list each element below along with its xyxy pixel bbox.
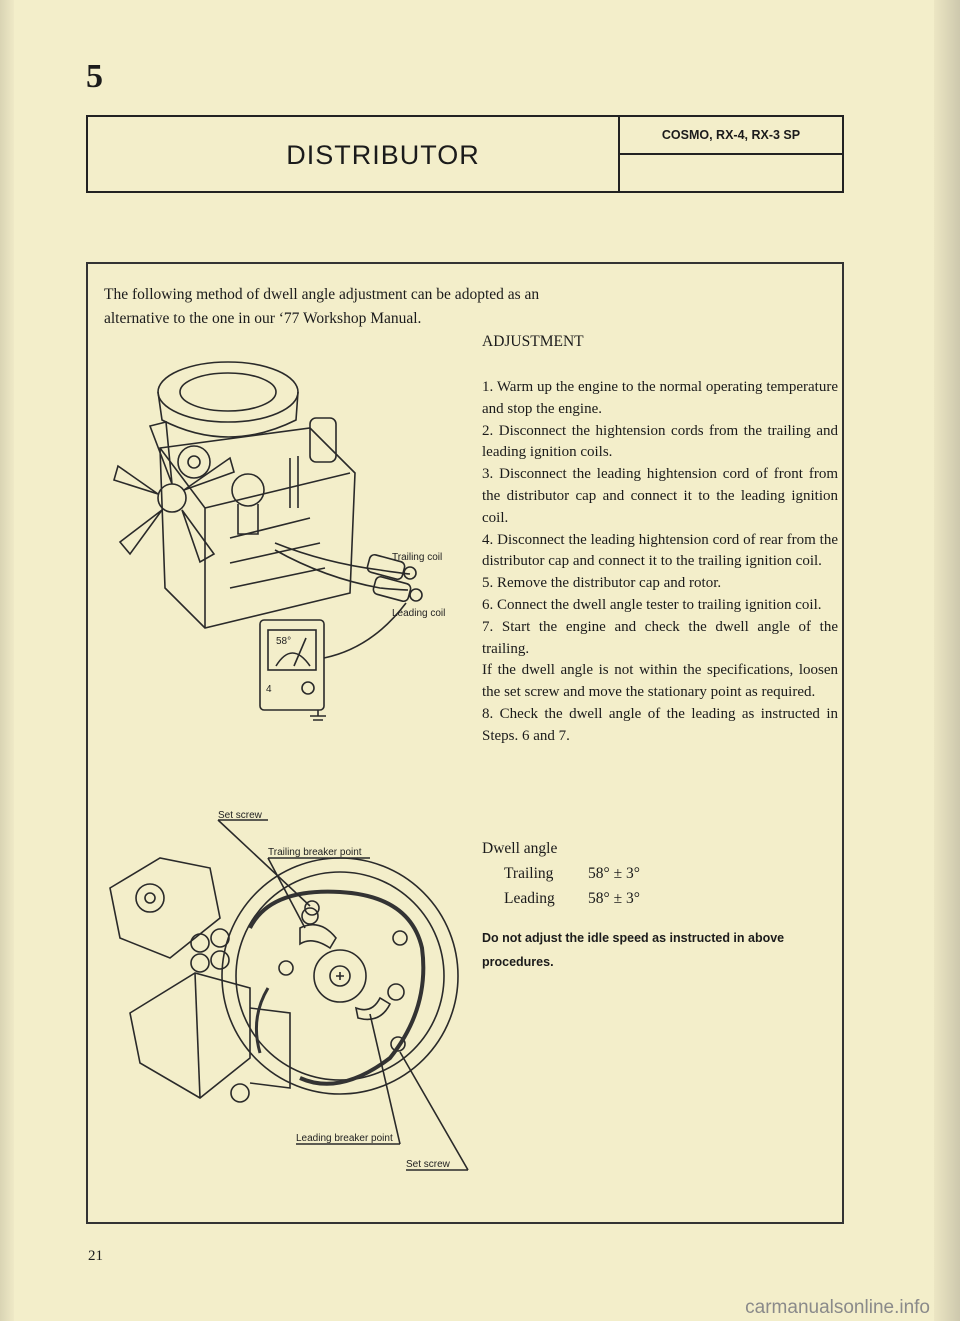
- chapter-number: 5: [86, 58, 103, 95]
- page-edge-shadow: [934, 0, 960, 1321]
- adjustment-steps: [482, 377, 838, 748]
- step-7: 7. Start the engine and check the dwell angle of the trailing.: [482, 618, 838, 657]
- trailing-breaker-label: Trailing breaker point: [268, 847, 362, 858]
- dwell-meter-illustration: [260, 620, 326, 720]
- model-applicability: COSMO, RX-4, RX-3 SP: [620, 117, 842, 155]
- dwell-leading-row: [482, 886, 640, 911]
- warning-note: Do not adjust the idle speed as instructed in above procedures.: [482, 931, 785, 969]
- leading-coil-label: Leading coil: [392, 608, 446, 619]
- step-7-note: If the dwell angle is not within the specifications, loosen the set screw and move the stationary point as required.: [482, 662, 838, 701]
- step-3: 3. Disconnect the leading hightension cord of front from the distributor cap and connect it to the leading ignition coil.: [482, 466, 838, 526]
- adjustment-heading: ADJUSTMENT: [482, 333, 584, 350]
- dwell-leading-value: 58° ± 3°: [588, 890, 640, 907]
- leading-breaker-label: Leading breaker point: [296, 1133, 393, 1144]
- intro-paragraph: The following method of dwell angle adjustment can be adopted as an alternative to the one in our ‘77 Workshop Manual.: [104, 286, 540, 327]
- distributor-illustration: [232, 474, 264, 506]
- dwell-trailing-row: [482, 861, 640, 886]
- vacuum-unit-upper-illustration: [110, 858, 229, 972]
- step-5: 5. Remove the distributor cap and rotor.: [482, 575, 722, 592]
- page-binding-shadow: [0, 0, 14, 1321]
- step-4: 4. Disconnect the leading hightension cord of rear from the distributor cap and connect it to the trailing ignition coil.: [482, 531, 838, 570]
- page-number: 21: [88, 1248, 103, 1264]
- dwell-leading-label: Leading: [504, 890, 555, 907]
- dwell-trailing-value: 58° ± 3°: [588, 865, 640, 882]
- trailing-breaker-points-illustration: [300, 925, 336, 948]
- meter-reading-label: 58°: [276, 636, 292, 647]
- step-2: 2. Disconnect the hightension cords from the trailing and leading ignition coils.: [482, 422, 838, 461]
- leading-breaker-points-illustration: [356, 998, 390, 1019]
- step-8: 8. Check the dwell angle of the leading as instructed in Steps. 6 and 7.: [482, 705, 838, 744]
- meter-scale-label: 4: [266, 684, 272, 695]
- dwell-angle-spec: [482, 836, 640, 911]
- engine-dwell-tester-figure: [110, 358, 470, 723]
- air-cleaner-illustration: [158, 362, 298, 422]
- dwell-trailing-label: Trailing: [504, 865, 554, 882]
- trailing-coil-label: Trailing coil: [392, 552, 443, 563]
- step-1: 1. Warm up the engine to the normal operating temperature and stop the engine.: [482, 379, 838, 417]
- cooling-fan-illustration: [114, 422, 234, 562]
- section-header: [86, 115, 844, 193]
- set-screw-top-label: Set screw: [218, 810, 262, 821]
- step-6: 6. Connect the dwell angle tester to trailing ignition coil.: [482, 596, 822, 613]
- site-watermark: carmanualsonline.info: [745, 1297, 930, 1318]
- dwell-title: Dwell angle: [482, 840, 558, 857]
- alternator-illustration: [178, 446, 210, 478]
- distributor-breaker-figure: [100, 808, 470, 1178]
- section-title: DISTRIBUTOR: [88, 117, 620, 193]
- set-screw-bottom-label: Set screw: [406, 1159, 450, 1170]
